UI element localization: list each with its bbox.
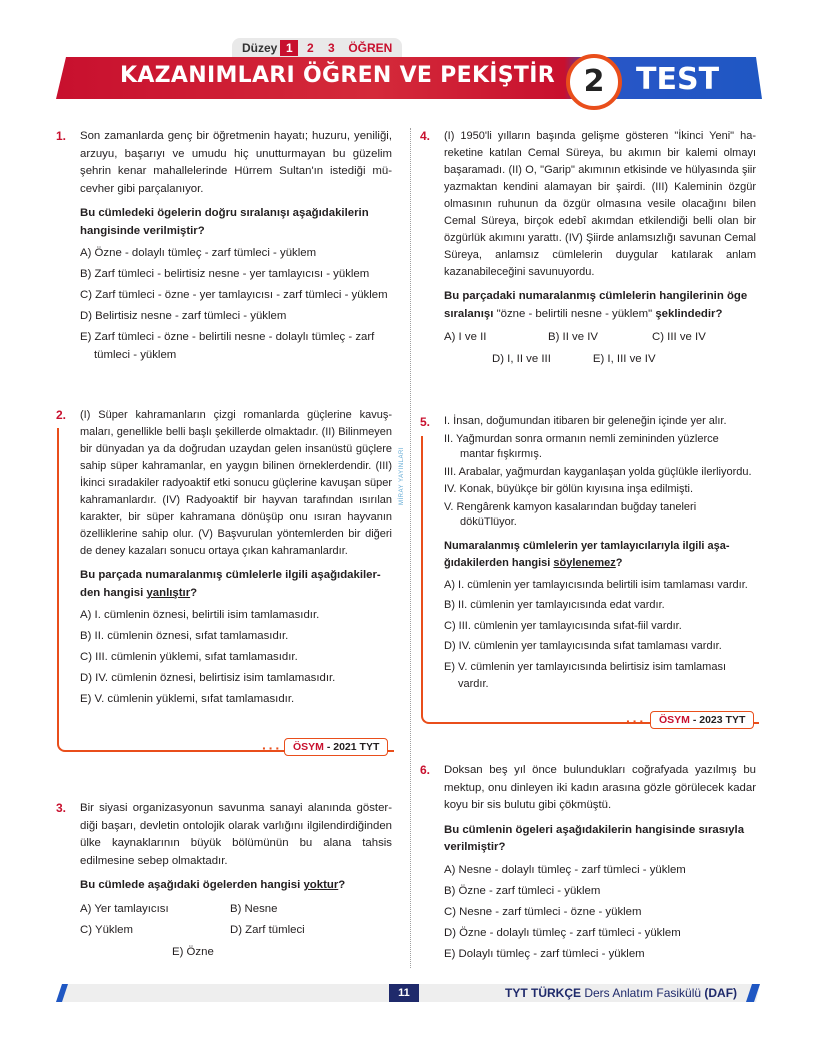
option-d[interactable]: D) Zarf tümleci	[230, 924, 305, 936]
test-label: TEST	[636, 62, 720, 97]
sentence-1: I. İnsan, doğumundan itibaren bir geleneğin içinde yer alır.	[444, 415, 727, 427]
question-6	[420, 762, 756, 967]
sentence-5: V. Rengârenk kamyon kasalarından buğday taneleri döküTlüyor.	[444, 500, 697, 528]
option-c[interactable]: C) Zarf tümleci - özne - yer tamlayıcısı - zarf tümleci - yüklem	[80, 289, 388, 301]
question-5	[420, 414, 756, 696]
option-b[interactable]: B) II. cümlenin yer tamlayıcısında edat vardır.	[444, 599, 665, 611]
option-b[interactable]: B) II ve IV	[548, 331, 599, 343]
level-word: ÖĞREN	[348, 40, 393, 55]
page-title: KAZANIMLARI ÖĞREN VE PEKİŞTİR	[120, 63, 555, 88]
page-number: 11	[389, 984, 419, 1002]
question-text: Son zamanlarda genç bir öğretmenin hayatı; huzuru, yeniliği, arzuyu, başarıyı ve umudu hiç unutturmayan bu güzelim şehrin kenar mahallelerinde Hürrem Sultan'ın istediği mücevher gibi parçalanıyor.	[80, 130, 392, 195]
question-4	[420, 128, 756, 368]
question-2	[56, 407, 392, 712]
option-e[interactable]: E) V. cümlenin yüklemi, sıfat tamlamasıdır.	[80, 693, 295, 705]
question-3	[56, 800, 392, 961]
option-c[interactable]: C) III ve IV	[652, 331, 706, 343]
question-stem: Numaralanmış cümlelerin yer tamlayıcılarıyla ilgili aşağıdakilerden hangisi söylenemez?	[444, 539, 730, 569]
level-3: 3	[328, 40, 335, 55]
source-badge: ÖSYM - 2023 TYT	[650, 711, 754, 729]
question-number: 1.	[56, 129, 67, 143]
dots: ···	[626, 713, 646, 729]
option-b[interactable]: B) Özne - zarf tümleci - yüklem	[444, 884, 601, 897]
option-b[interactable]: B) Nesne	[230, 902, 278, 915]
option-a[interactable]: A) Nesne - dolaylı tümleç - zarf tümleci - yüklem	[444, 863, 686, 876]
option-c[interactable]: C) III. cümlenin yer tamlayıcısında sıfat-fiil vardır.	[444, 619, 682, 632]
question-stem: Bu parçada numaralanmış cümlelerle ilgili aşağıdakilerden hangisi yanlıştır?	[80, 569, 381, 599]
option-e[interactable]: E) V. cümlenin yer tamlayıcısında belirtisiz isim tamlaması vardır.	[444, 660, 727, 690]
question-stem: Bu cümlede aşağıdaki ögelerden hangisi yoktur?	[80, 879, 346, 891]
option-a[interactable]: A) Yer tamlayıcısı	[80, 902, 169, 915]
question-1	[56, 128, 392, 368]
option-d[interactable]: D) IV. cümlenin öznesi, belirtisiz isim tamlamasıdır.	[80, 672, 336, 684]
question-number: 2.	[56, 408, 67, 422]
test-number-badge: 2	[566, 54, 622, 110]
question-text: (I) 1950'li yılların başında gelişme gösteren "İkinci Yeni" hareketine katılan Cemal Süreya, bu akımın bir kalemi olmayı başaramadı. (II) O, "Garip" akımının etkisinde ve hülyasında şiir yazmaktan kendini alamayan bir şairdi. (III) Kaleminin özgür olmasının ruhunun da özgür olmasına vesile olacağını bilen Cemal Süreya, birçok edebî akımdan etkilendiği belli olan bir özgürlük akımını yarattı. (IV) Şiirde anlamsızlığı savunan Cemal Süreya, anlamsız cümlelerin duygular katılarak anlam kazanabileceğini savunuyordu.	[444, 130, 756, 278]
source-badge: ÖSYM - 2021 TYT	[284, 738, 388, 756]
option-b[interactable]: B) II. cümlenin öznesi, sıfat tamlamasıdır.	[80, 630, 289, 642]
column-divider	[410, 128, 411, 968]
question-number: 3.	[56, 801, 67, 815]
option-a[interactable]: A) I. cümlenin öznesi, belirtili isim tamlamasıdır.	[80, 609, 320, 621]
option-c[interactable]: C) III. cümlenin yüklemi, sıfat tamlamasıdır.	[80, 651, 298, 663]
option-a[interactable]: A) I. cümlenin yer tamlayıcısında belirtili isim tamlaması vardır.	[444, 578, 748, 591]
option-b[interactable]: B) Zarf tümleci - belirtisiz nesne - yer tamlayıcısı - yüklem	[80, 268, 370, 280]
option-a[interactable]: A) I ve II	[444, 331, 487, 343]
question-number: 5.	[420, 415, 431, 429]
publisher-side-text: MİRAY YAYINLARI	[399, 447, 405, 505]
option-e[interactable]: E) I, III ve IV	[592, 352, 656, 365]
numbered-sentences	[444, 414, 756, 531]
option-d[interactable]: D) Özne - dolaylı tümleç - zarf tümleci - yüklem	[444, 926, 681, 939]
question-number: 4.	[420, 129, 431, 143]
question-stem: Bu cümlenin ögeleri aşağıdakilerin hangisinde sırasıyla verilmiştir?	[444, 823, 745, 853]
level-tab	[232, 38, 402, 57]
option-d[interactable]: D) Belirtisiz nesne - zarf tümleci - yüklem	[80, 310, 287, 322]
book-title: TYT TÜRKÇE Ders Anlatım Fasikülü (DAF)	[505, 986, 738, 1000]
dots: ···	[262, 740, 282, 756]
option-e[interactable]: E) Dolaylı tümleç - zarf tümleci - yüklem	[444, 947, 645, 960]
sentence-3: III. Arabalar, yağmurdan kayganlaşan yolda güçlükle ilerliyordu.	[444, 465, 752, 478]
question-stem: Bu cümledeki ögelerin doğru sıralanışı aşağıdakilerin hangisinde verilmiştir?	[80, 207, 369, 237]
question-text: Doksan beş yıl önce bulundukları coğrafyada yazılmış bu mektup, onu dinleyen iki kadın arasına gözle görülecek kadar koyu bir sis bulutu gibi çökmüştü.	[444, 764, 756, 811]
option-e[interactable]: E) Zarf tümleci - özne - belirtili nesne - dolaylı tümleç - zarf tümleci - yüklem	[80, 331, 375, 361]
question-number: 6.	[420, 763, 431, 777]
question-text: Bir siyasi organizasyonun savunma sanayi alanında gösterdiği başarı, devletin ontolojik olarak varlığını ilgilendirdiğinden ülke kaynaklarının büyük bölümünün bu alana tahsis edilmesine sebep olmaktadır.	[80, 802, 392, 867]
option-e[interactable]: E) Özne	[172, 945, 214, 958]
question-text: (I) Süper kahramanların çizgi romanlarda güçlerine kavuşmaları, genellikle belli başlı şekillerde olmaktadır. (II) Bilinmeyen bir dünyadan ya da doğrudan uzaydan gelen insanüstü güçlere sahip süper kahramanlar, en yaygın bilinen örneklerdendir. (III) İkinci sıradakiler radyoaktif etki sonucu güçlerine kavuşan süper kahramanlardır. (IV) Radyoaktif bir hayvan tarafından ısırılan karakter, bir süper kahramana dönüşüp onu ısıran hayvanın özelliklerine sahip olur. (V) Başvurulan yöntemlerden bir diğeri de deney kazaları sonucu ortaya çıkan kahramanlardır.	[80, 409, 392, 557]
level-label: Düzey	[242, 40, 278, 55]
option-d[interactable]: D) IV. cümlenin yer tamlayıcısında sıfat tamlaması vardır.	[444, 640, 722, 652]
level-1: 1	[280, 40, 298, 56]
level-2: 2	[307, 40, 314, 55]
sentence-4: IV. Konak, büyükçe bir gölün kıyısına inşa edilmişti.	[444, 483, 694, 495]
question-stem: Bu parçadaki numaralanmış cümlelerin hangilerinin öge sıralanışı "özne - belirtili nesne - yüklem" şeklindedir?	[444, 290, 748, 320]
option-a[interactable]: A) Özne - dolaylı tümleç - zarf tümleci - yüklem	[80, 247, 317, 259]
option-d[interactable]: D) I, II ve III	[492, 352, 551, 365]
option-c[interactable]: C) Yüklem	[80, 924, 133, 936]
sentence-2: II. Yağmurdan sonra ormanın nemli zemininden yüzlerce mantar fışkırmış.	[444, 432, 719, 460]
option-c[interactable]: C) Nesne - zarf tümleci - özne - yüklem	[444, 905, 642, 918]
